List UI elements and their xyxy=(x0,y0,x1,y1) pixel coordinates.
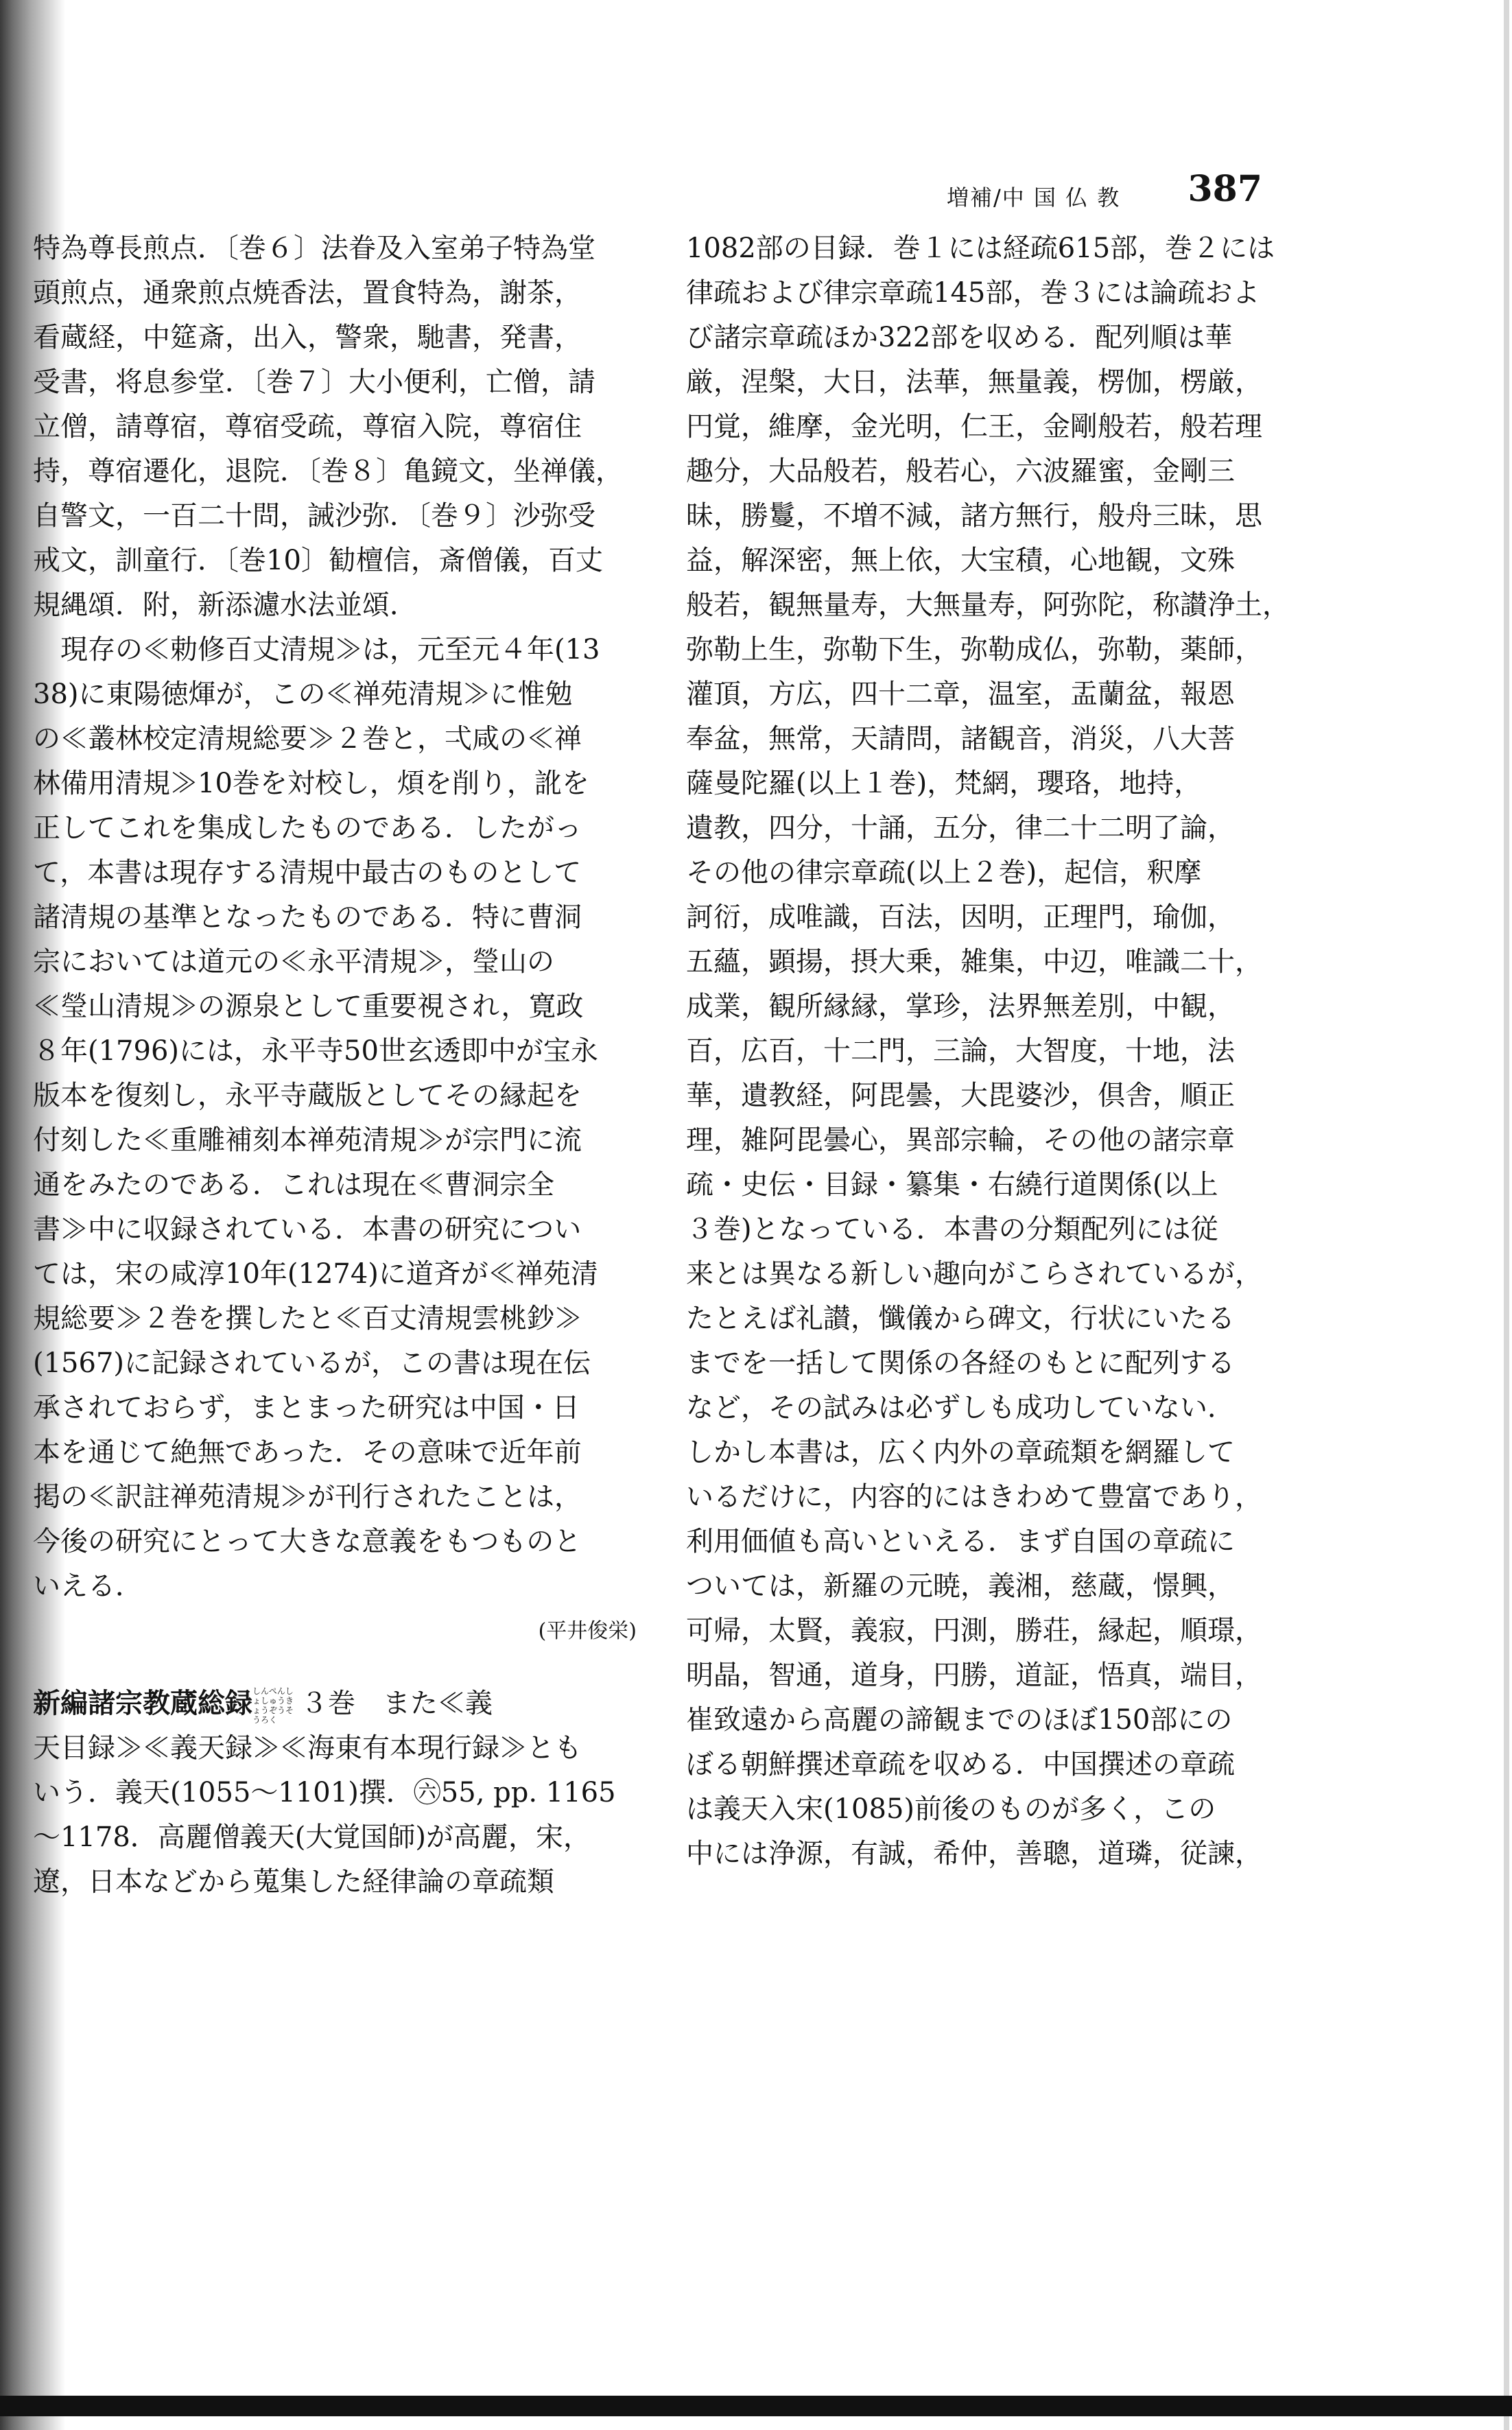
text-line: 訶衍，成唯識，百法，因明，正理門，瑜伽， xyxy=(686,901,1235,933)
text-line: 百，広百，十二門，三論，大智度，十地，法 xyxy=(686,1035,1235,1067)
text-line: 五蘊，顕揚，摂大乗，雑集，中辺，唯識二十， xyxy=(686,946,1262,978)
entry-headword: 新編諸宗教蔵総録 xyxy=(33,1687,252,1719)
text-line: 規縄頌．附，新添濾水法並頌． xyxy=(33,589,417,621)
text-line: ３巻)となっている．本書の分類配列には従 xyxy=(686,1214,1218,1245)
scan-bottom-band xyxy=(0,2396,1512,2416)
text-line: ついては，新羅の元暁，義湘，慈蔵，憬興， xyxy=(686,1570,1235,1602)
left-body-text xyxy=(33,226,637,1609)
text-line: 明晶，智通，道身，円勝，道証，悟真，端目， xyxy=(686,1660,1262,1691)
text-line: 規総要≫２巻を撰したと≪百丈清規雲桃鈔≫ xyxy=(33,1303,582,1334)
text-line: 付刻した≪重雕補刻本禅苑清規≫が宗門に流 xyxy=(33,1124,582,1156)
text-line: 林備用清規≫10巻を対校し，煩を削り，訛を xyxy=(33,768,589,799)
entry-gap xyxy=(33,1653,637,1681)
text-line: 奉盆，無常，天請問，諸観音，消災，八大菩 xyxy=(686,723,1235,755)
text-line: 戒文，訓童行．〔巻10〕勧檀信，斎僧儀，百丈 xyxy=(33,545,603,576)
text-line: 華，遺教経，阿毘曇，大毘婆沙，倶舎，順正 xyxy=(686,1080,1235,1111)
text-line: たとえば礼讃，懺儀から碑文，行状にいたる xyxy=(686,1303,1235,1334)
text-line: 本を通じて絶無であった．その意味で近年前 xyxy=(33,1437,582,1468)
text-line: 諸清規の基準となったものである．特に曹洞 xyxy=(33,901,582,933)
text-line: ８年(1796)には，永平寺50世玄透即中が宝永 xyxy=(33,1035,598,1067)
text-line: 現存の≪勅修百丈清規≫は，元至元４年(13 xyxy=(33,634,600,665)
scan-right-edge xyxy=(1504,0,1509,2430)
text-line: て，本書は現存する清規中最古のものとして xyxy=(33,857,582,888)
text-line: 立僧，請尊宿，尊宿受疏，尊宿入院，尊宿住 xyxy=(33,411,582,443)
text-line: 般若，観無量寿，大無量寿，阿弥陀，称讃浄土， xyxy=(686,589,1290,621)
page-header xyxy=(947,168,1262,216)
text-line: 〜1178．高麗僧義天(大覚国師)が高麗，宋， xyxy=(33,1821,591,1853)
text-line: 可帰，太賢，義寂，円測，勝荘，縁起，順璟， xyxy=(686,1615,1262,1647)
text-line: ≪瑩山清規≫の源泉として重要視され，寛政 xyxy=(33,991,584,1022)
text-line: いるだけに，内容的にはきわめて豊富であり， xyxy=(686,1481,1262,1513)
text-line: いえる． xyxy=(33,1570,143,1602)
author-attribution: (平井俊栄) xyxy=(538,1619,637,1643)
text-line: 利用価値も高いといえる．まず自国の章疏に xyxy=(686,1526,1235,1557)
text-line: 通をみたのである．これは現在≪曹洞宗全 xyxy=(33,1169,554,1201)
text-line: 中には浄源，有誠，希仲，善聰，道璘，従諫， xyxy=(686,1838,1262,1869)
text-line: 益，解深密，無上依，大宝積，心地観，文殊 xyxy=(686,545,1235,576)
text-line: 書≫中に収録されている．本書の研究につい xyxy=(33,1214,582,1245)
text-line: 天目録≫≪義天録≫≪海東有本現行録≫とも xyxy=(33,1732,582,1764)
entry-reading: しんぺんしょしゅうきょうぞうそうろく xyxy=(252,1686,294,1725)
text-line: 疏・史伝・目録・纂集・右繞行道関係(以上 xyxy=(686,1169,1218,1201)
text-line: の≪叢林校定清規総要≫２巻と，弌咸の≪禅 xyxy=(33,723,582,755)
text-line: 自警文，一百二十問，誡沙弥．〔巻９〕沙弥受 xyxy=(33,500,595,532)
text-line: 崔致遠から高麗の諦観までのほぼ150部にの xyxy=(686,1704,1233,1736)
text-line: び諸宗章疏ほか322部を収める．配列順は華 xyxy=(686,322,1233,353)
text-line: ては，宋の咸淳10年(1274)に道斉が≪禅苑清 xyxy=(33,1258,598,1290)
text-line: 正してこれを集成したものである．したがっ xyxy=(33,812,582,844)
text-line: 成業，観所縁縁，掌珍，法界無差別，中観， xyxy=(686,991,1235,1022)
text-line: 律疏および律宗章疏145部，巻３には論疏およ xyxy=(686,277,1260,309)
text-line: いう．義天(1055〜1101)撰．㊅55, pp. 1165 xyxy=(33,1777,616,1808)
text-line: 持，尊宿遷化，退院．〔巻８〕亀鏡文，坐禅儀， xyxy=(33,456,623,487)
text-line: その他の律宗章疏(以上２巻)，起信，釈摩 xyxy=(686,857,1202,888)
text-line: 遼，日本などから蒐集した経律論の章疏類 xyxy=(33,1866,554,1898)
text-line: 弥勒上生，弥勒下生，弥勒成仏，弥勒，薬師， xyxy=(686,634,1262,665)
text-line: 来とは異なる新しい趣向がこらされているが， xyxy=(686,1258,1262,1290)
text-line: 遺教，四分，十誦，五分，律二十二明了論， xyxy=(686,812,1235,844)
page-number: 387 xyxy=(1188,168,1262,210)
text-line: 頭煎点，通衆煎点焼香法，置食特為，謝茶， xyxy=(33,277,582,309)
text-line: 看蔵経，中筵斎，出入，警衆，馳書，発書， xyxy=(33,322,582,353)
text-line: 厳，涅槃，大日，法華，無量義，楞伽，楞厳， xyxy=(686,366,1262,398)
text-line: 特為尊長煎点．〔巻６〕法眷及入室弟子特為堂 xyxy=(33,233,595,264)
text-line: 受書，将息参堂．〔巻７〕大小便利，亡僧，請 xyxy=(33,366,595,398)
text-line: は義天入宋(1085)前後のものが多く，この xyxy=(686,1793,1216,1825)
text-line: 趣分，大品般若，般若心，六波羅蜜，金剛三 xyxy=(686,456,1235,487)
entry-line-1: ３巻 また≪義 xyxy=(300,1688,493,1719)
running-title: 増補/中 国 仏 教 xyxy=(947,185,1121,211)
left-column xyxy=(33,226,637,1904)
right-body-text xyxy=(686,226,1297,1876)
right-column xyxy=(686,226,1297,1876)
text-line: 理，雑阿毘曇心，異部宗輪，その他の諸宗章 xyxy=(686,1124,1235,1156)
text-line: ぼる朝鮮撰述章疏を収める．中国撰述の章疏 xyxy=(686,1749,1235,1780)
entry-first-line xyxy=(33,1681,637,1726)
text-line: 1082部の目録．巻１には経疏615部，巻２には xyxy=(686,233,1275,264)
text-line: 38)に東陽徳煇が，この≪禅苑清規≫に惟勉 xyxy=(33,679,573,710)
text-line: までを一括して関係の各経のもとに配列する xyxy=(686,1347,1235,1379)
entry-body-text xyxy=(33,1726,637,1904)
text-line: (1567)に記録されているが，この書は現在伝 xyxy=(33,1347,591,1379)
text-line: 薩曼陀羅(以上１巻)，梵網，瓔珞，地持， xyxy=(686,768,1202,799)
text-line: 掲の≪訳註禅苑清規≫が刊行されたことは， xyxy=(33,1481,582,1513)
text-line: 灌頂，方広，四十二章，温室，盂蘭盆，報恩 xyxy=(686,679,1235,710)
text-line: 版本を復刻し，永平寺蔵版としてその縁起を xyxy=(33,1080,582,1111)
text-line: 今後の研究にとって大きな意義をもつものと xyxy=(33,1526,582,1557)
text-line: 円覚，維摩，金光明，仁王，金剛般若，般若理 xyxy=(686,411,1262,443)
text-line: 昧，勝鬘，不増不減，諸方無行，般舟三昧，思 xyxy=(686,500,1262,532)
text-line: 承されておらず，まとまった研究は中国・日 xyxy=(33,1392,580,1424)
text-line: 宗においては道元の≪永平清規≫，瑩山の xyxy=(33,946,554,978)
text-line: など，その試みは必ずしも成功していない． xyxy=(686,1392,1235,1424)
text-line: しかし本書は，広く内外の章疏類を網羅して xyxy=(686,1437,1235,1468)
